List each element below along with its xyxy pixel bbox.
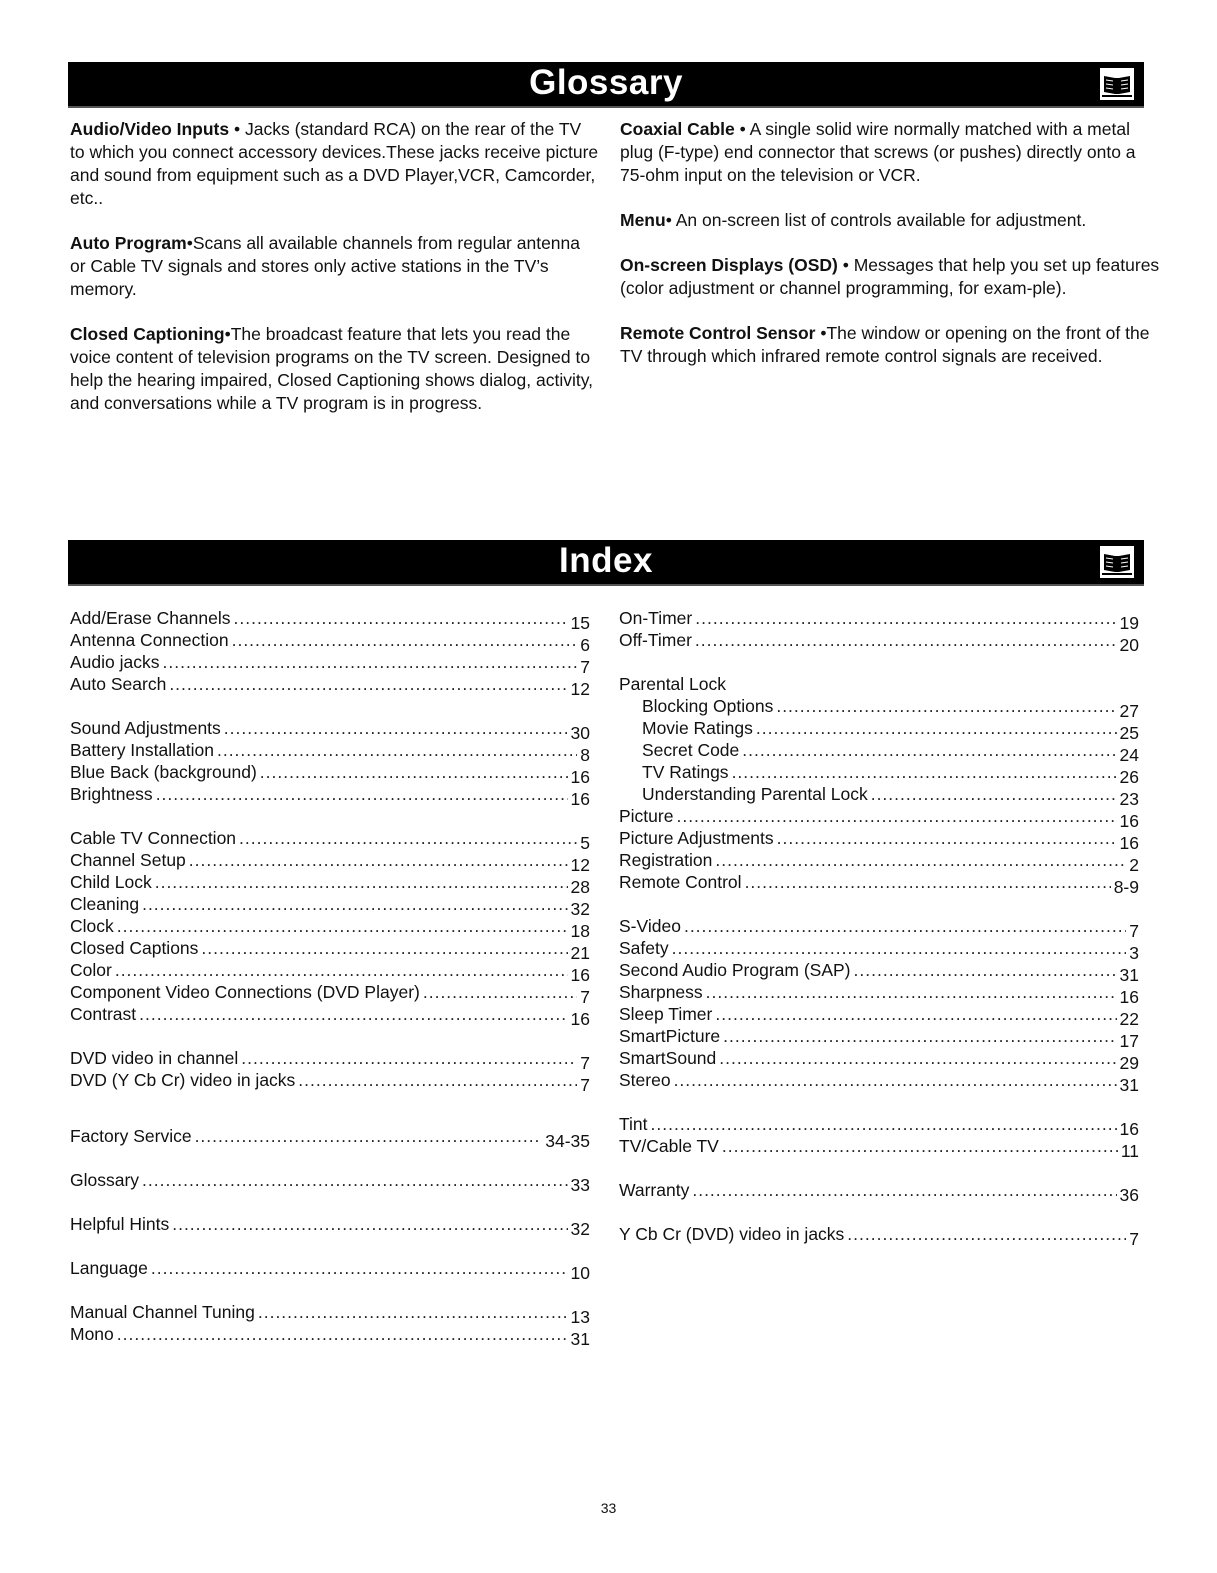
index-spacer [619,651,1139,673]
glossary-definition: • Jacks (standard RCA) on the rear of the TV to which you connect accessory devices.These jacks receive picture and sound from equipment such as a DVD Player,VCR, Camcorder, etc.. [70,119,599,208]
dot-leader [756,717,1117,739]
index-entry-label: SmartSound [619,1048,717,1068]
index-entry [619,1223,1139,1249]
index-entry-label: TV Ratings [642,762,729,782]
dot-leader [776,695,1116,717]
dot-leader [777,827,1117,849]
index-heading [619,673,1139,695]
glossary-definition: • Messages that help you set up features (color adjustment or channel programming, for exam-ple). [620,255,1160,298]
dot-leader [715,849,1126,871]
index-entry [619,1069,1139,1095]
index-entry-label: Sharpness [619,982,703,1002]
index-page-number: 28 [570,877,590,897]
glossary-definition: • A single solid wire normally matched with a metal plug (F-type) end connector that screws (or pushes) directly onto a 75-ohm input on the television or VCR. [620,119,1136,185]
index-page-number: 16 [570,965,590,985]
index-entry-label: Cleaning [70,894,140,914]
dot-leader [871,783,1117,805]
glossary-right-column [620,118,1165,390]
dot-leader [172,1213,567,1235]
index-entry [70,1257,590,1283]
dot-leader [692,1179,1116,1201]
index-page-number: 16 [1119,987,1139,1007]
index-spacer [619,893,1139,915]
index-entry [70,1003,590,1029]
index-entry [70,1125,590,1151]
index-entry [70,651,590,677]
glossary-definition: •The broadcast feature that lets you read the voice content of television programs on the TV screen. Designed to help the hearing impaired, Closed Captioning shows dialog, activity, and conversations while a TV program is in progress. [70,324,594,413]
index-entry [70,761,590,787]
index-page-number: 30 [570,723,590,743]
index-page-number: 22 [1119,1009,1139,1029]
index-entry [70,673,590,699]
index-page-number: 31 [1119,1075,1139,1095]
index-entry-label: Stereo [619,1070,671,1090]
index-page-number: 29 [1119,1053,1139,1073]
dot-leader [651,1113,1117,1135]
index-entry-label: Manual Channel Tuning [70,1302,255,1322]
index-page-number: 7 [580,987,590,1007]
index-subentry [619,717,1139,743]
index-entry-label: Sleep Timer [619,1004,713,1024]
index-entry-label: Picture [619,806,674,826]
index-page-number: 21 [570,943,590,963]
index-entry [619,959,1139,985]
dot-leader [189,849,568,871]
dot-leader [142,893,567,915]
dot-leader [719,1047,1116,1069]
index-page-number: 16 [1119,833,1139,853]
glossary-entry [70,323,600,415]
index-banner [68,540,1144,586]
index-entry-label: Antenna Connection [70,630,229,650]
index-entry-label: SmartPicture [619,1026,721,1046]
index-entry-label: Language [70,1258,148,1278]
index-spacer [70,1235,590,1257]
dot-leader [234,607,568,629]
dot-leader [684,915,1126,937]
index-entry-label: Helpful Hints [70,1214,170,1234]
index-spacer [70,1279,590,1301]
index-entry-label: Off-Timer [619,630,692,650]
glossary-term: Closed Captioning [70,324,225,344]
index-entry-label: Color [70,960,112,980]
index-page-number: 36 [1119,1185,1139,1205]
index-entry [619,629,1139,655]
index-page-number: 26 [1119,767,1139,787]
glossary-banner [68,62,1144,108]
index-spacer [619,1091,1139,1113]
index-entry-label: Y Cb Cr (DVD) video in jacks [619,1224,845,1244]
glossary-term: Remote Control Sensor [620,323,816,343]
index-subentry [619,695,1139,721]
dot-leader [201,937,567,959]
index-title: Index [559,541,653,580]
index-page-number: 24 [1119,745,1139,765]
dot-leader [155,871,568,893]
index-entry-label: S-Video [619,916,681,936]
index-entry-label: Audio jacks [70,652,160,672]
index-entry-label: Warranty [619,1180,690,1200]
index-entry [619,805,1139,831]
index-entry-label: Understanding Parental Lock [642,784,868,804]
index-left-column [70,607,590,1349]
index-page-number: 16 [570,789,590,809]
index-entry-label: On-Timer [619,608,693,628]
index-page-number: 27 [1119,701,1139,721]
dot-leader [676,805,1116,827]
index-entry-label: Picture Adjustments [619,828,774,848]
index-entry [619,937,1139,963]
index-entry [70,981,590,1007]
glossary-entry [70,232,600,301]
index-page-number: 20 [1119,635,1139,655]
index-page-number: 15 [570,613,590,633]
index-entry [70,1047,590,1073]
index-page-number: 32 [570,1219,590,1239]
dot-leader [674,1069,1117,1091]
index-page-number: 31 [570,1329,590,1349]
index-page-number: 3 [1129,943,1139,963]
dot-leader [423,981,577,1003]
dot-leader [232,629,578,651]
index-entry [619,1003,1139,1029]
index-entry [70,739,590,765]
index-entry [619,915,1139,941]
dot-leader [239,827,577,849]
index-page-number: 25 [1119,723,1139,743]
index-entry [619,607,1139,633]
index-page-number: 7 [580,657,590,677]
index-page-number: 6 [580,635,590,655]
index-entry-label: Parental Lock [619,674,727,694]
dot-leader [156,783,568,805]
index-entry [70,849,590,875]
index-entry-label: Blocking Options [642,696,774,716]
index-entry [619,871,1139,897]
index-page-number: 13 [570,1307,590,1327]
dot-leader [672,937,1127,959]
glossary-definition: •The window or opening on the front of the TV through which infrared remote control signals are received. [620,323,1150,366]
index-entry [70,1169,590,1195]
index-page-number: 32 [570,899,590,919]
glossary-definition: •Scans all available channels from regular antenna or Cable TV signals and stores only active stations in the TV’s memory. [70,233,580,299]
index-entry-label: Auto Search [70,674,167,694]
glossary-entry [70,118,600,210]
index-entry [70,717,590,743]
dot-leader [117,1323,568,1345]
dot-leader [742,739,1116,761]
index-page-number: 31 [1119,965,1139,985]
index-spacer [70,1191,590,1213]
index-entry [70,1213,590,1239]
book-icon [1100,546,1134,578]
dot-leader [142,1169,567,1191]
index-page-number: 12 [570,679,590,699]
dot-leader [723,1025,1116,1047]
index-entry-label: DVD (Y Cb Cr) video in jacks [70,1070,296,1090]
index-page-number: 17 [1119,1031,1139,1051]
index-page-number: 7 [1129,921,1139,941]
dot-leader [117,915,568,937]
index-entry [70,915,590,941]
index-entry-label: Closed Captions [70,938,199,958]
dot-leader [217,739,577,761]
index-page-number: 12 [570,855,590,875]
index-entry-label: TV/Cable TV [619,1136,719,1156]
index-right-column [619,607,1139,1249]
index-page-number: 7 [580,1053,590,1073]
dot-leader [695,607,1116,629]
dot-leader [706,981,1117,1003]
index-entry [70,959,590,985]
index-page-number: 10 [570,1263,590,1283]
index-entry-label: Cable TV Connection [70,828,237,848]
index-entry-label: Remote Control [619,872,742,892]
index-entry-label: DVD video in channel [70,1048,239,1068]
index-entry-label: Child Lock [70,872,152,892]
dot-leader [115,959,568,981]
index-entry-label: Safety [619,938,669,958]
dot-leader [241,1047,577,1069]
index-page-number: 16 [570,767,590,787]
glossary-term: Menu [620,210,666,230]
index-entry-label: Blue Back (background) [70,762,257,782]
index-spacer [70,1147,590,1169]
index-entry [70,893,590,919]
index-entry-label: Mono [70,1324,114,1344]
index-spacer [70,805,590,827]
index-entry [619,1113,1139,1139]
glossary-term: Auto Program [70,233,187,253]
glossary-entry [620,254,1165,300]
dot-leader [260,761,568,783]
index-entry-label: Registration [619,850,713,870]
book-icon [1100,68,1134,100]
index-entry-label: Glossary [70,1170,140,1190]
dot-leader [258,1301,568,1323]
index-entry-label: Secret Code [642,740,740,760]
index-entry-label: Component Video Connections (DVD Player) [70,982,420,1002]
index-spacer [619,1201,1139,1223]
index-subentry [619,761,1139,787]
index-entry [70,937,590,963]
index-entry [70,1301,590,1327]
index-spacer [619,1157,1139,1179]
index-entry [619,1135,1139,1161]
index-page-number: 7 [1129,1229,1139,1249]
dot-leader [722,1135,1118,1157]
page-number: 33 [600,1500,617,1516]
index-page-number: 2 [1129,855,1139,875]
glossary-entry [620,322,1165,368]
index-entry [70,783,590,809]
index-spacer [70,1091,590,1125]
glossary-entry [620,209,1165,232]
dot-leader [847,1223,1126,1245]
index-entry-label: Channel Setup [70,850,186,870]
index-entry [70,607,590,633]
index-entry [619,827,1139,853]
index-entry [70,827,590,853]
index-page-number: 11 [1120,1141,1139,1161]
index-entry-label: Movie Ratings [642,718,753,738]
dot-leader [745,871,1111,893]
glossary-title: Glossary [529,63,683,102]
dot-leader [169,673,567,695]
dot-leader [695,629,1117,651]
index-entry-label: Tint [619,1114,648,1134]
dot-leader [151,1257,568,1279]
index-entry-label: Clock [70,916,114,936]
index-subentry [619,783,1139,809]
index-entry [70,871,590,897]
index-page-number: 7 [580,1075,590,1095]
index-page-number: 33 [570,1175,590,1195]
index-page-number: 19 [1119,613,1139,633]
index-entry [70,1323,590,1349]
dot-leader [195,1125,543,1147]
index-entry-label: Contrast [70,1004,137,1024]
dot-leader [139,1003,567,1025]
index-entry [70,629,590,655]
dot-leader [732,761,1117,783]
glossary-definition: • An on-screen list of controls available for adjustment. [665,210,1087,230]
index-page-number: 34-35 [545,1131,590,1151]
dot-leader [715,1003,1116,1025]
index-entry-label: Sound Adjustments [70,718,221,738]
index-spacer [70,1025,590,1047]
index-entry-label: Add/Erase Channels [70,608,231,628]
dot-leader [224,717,568,739]
index-page-number: 5 [580,833,590,853]
index-entry-label: Second Audio Program (SAP) [619,960,851,980]
index-entry [619,1179,1139,1205]
index-entry-label: Brightness [70,784,153,804]
dot-leader [854,959,1117,981]
index-entry-label: Battery Installation [70,740,214,760]
glossary-term: Coaxial Cable [620,119,735,139]
glossary-term: On-screen Displays (OSD) [620,255,838,275]
index-entry [619,1025,1139,1051]
index-entry [619,981,1139,1007]
index-entry [70,1069,590,1095]
index-entry-label: Factory Service [70,1126,192,1146]
dot-leader [298,1069,577,1091]
index-page-number: 16 [1119,811,1139,831]
index-entry [619,1047,1139,1073]
index-page-number: 23 [1119,789,1139,809]
index-page-number: 8-9 [1113,877,1139,897]
dot-leader [163,651,578,673]
index-page-number: 8 [580,745,590,765]
glossary-term: Audio/Video Inputs [70,119,230,139]
index-page-number: 16 [1119,1119,1139,1139]
index-spacer [70,695,590,717]
index-page-number: 18 [570,921,590,941]
index-page-number: 16 [570,1009,590,1029]
glossary-left-column [70,118,600,437]
glossary-entry [620,118,1165,187]
index-entry [619,849,1139,875]
index-subentry [619,739,1139,765]
